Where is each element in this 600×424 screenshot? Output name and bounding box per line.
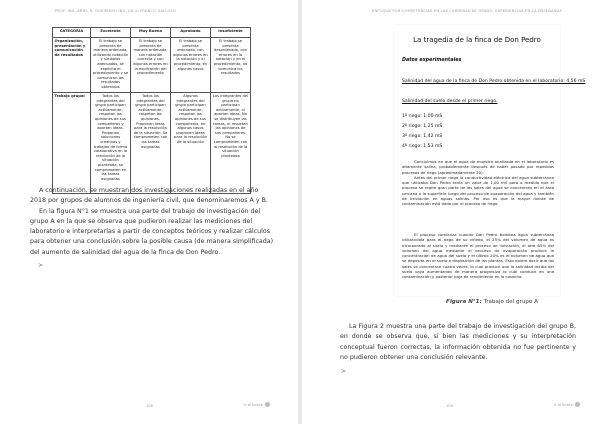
figure-line: Salinidad del agua de la finca de Don Pedro obtenida en el laboratorio: 4,56 mS (402, 79, 586, 84)
right-body-text (340, 322, 576, 363)
figure-line: 2º riego: 1,25 mS (402, 124, 443, 129)
paragraph: A continuación, se muestran dos investigaciones realizadas en el año 2018 por grupos de alumnos de ingeniería civil, que denominaremos A y B. (30, 187, 268, 205)
chevron-right-icon[interactable]: > (341, 368, 347, 375)
running-header-right: ENFOQUE POR COMPETENCIAS EN LAS CARRERAS DE GRADO: EXPERIENCIAS EN LA ENSEÑANZA (372, 9, 563, 13)
rubric-row (53, 38, 251, 93)
rubric-cell: El trabajo se presenta desordenado, con errores en la notación y en el procedimiento, no comunica los resultados (211, 38, 251, 93)
figure-paragraph-text: El proceso comienza cuando Don Pedro bombea agua subterránea utilizándola para el riego de su viñedo, el 25% del volumen de agua es incorporado al suelo y mediante el proceso de lixiviación, el otro 65% del volumen del agua mediante el proceso de evaporación produce la concentración de agua del suelo y el último 20% es el volumen de agua que se deposita en el suelo a disposición de las plantas. Esto quiere decir que las sales se concentran cuatro veces, lo cual produce que la salinidad media del suelo vaya aumentando de manera progresiva lo cual conduce en una contaminación y posterior baja de rendimiento en la cosecha. (402, 232, 554, 280)
paragraph: La Figura 2 muestra una parte del trabajo de investigación del grupo B, en donde se observa que, si bien las mediciones y su interpretación conceptual fueron correctas, la información obtenida no fue pertinente y no pudieron obtener una conclusión relevante. (340, 323, 576, 361)
index-link[interactable] (244, 402, 270, 407)
left-body-text (30, 186, 274, 258)
rubric-table (52, 27, 251, 194)
index-link-label: Ir al Índice (244, 402, 263, 407)
index-link-label: Ir al Índice (554, 402, 573, 407)
rubric-col-header: CATEGORÍA (53, 28, 91, 38)
page-number: 109 (446, 404, 453, 408)
figure-paragraph-text: Concluimos en que el agua de muestra analizada en el laboratorio es altamente salina, probablemente después de haber pasado por repetidos procesos de riego (aproximadamente 20). (402, 159, 554, 175)
figure-caption-label: Figura N°1: (446, 299, 482, 305)
figure-caption-text: Trabajo del grupo A (481, 299, 538, 305)
running-header-left: PROF. ING. ARIEL R. GUERRERO ING. JULIO FRANCO GALLOSO (55, 9, 177, 13)
figure-subtitle: Datos experimentales (402, 58, 462, 63)
index-circle-icon (265, 402, 270, 407)
index-circle-icon (575, 402, 580, 407)
rubric-header-row (53, 28, 251, 38)
chevron-right-icon[interactable]: > (38, 262, 44, 269)
index-link[interactable] (554, 402, 580, 407)
figure-paragraph (402, 232, 554, 280)
figure-paragraph (402, 159, 554, 207)
figure-line: Salinidad del suelo desde el primer riego. (402, 99, 498, 104)
rubric-cell: Los integrantes del grupo no participan activamente, ni aportan ideas. No se distribuyen las tareas, ni respetan las opiniones de sus compañeros. No se comprometen con la resolución de la situación planteada (211, 93, 251, 194)
figure-title: La tragedia de la finca de Don Pedro (413, 36, 541, 44)
rubric-cell: Todos los integrantes del grupo participan activamente, respetan las opiniones. Proponen ideas para la resolución de la situación. Se comprometen con las tareas asignadas (131, 93, 171, 194)
rubric-cell: El trabajo se presenta de manera ordenada, utilizando notación y símbolos adecuados, se explicita el procedimiento y se comunican los resultados obtenidos (91, 38, 131, 93)
rubric-row (53, 93, 251, 194)
figure-paragraph-text: Antes del primer riego la conductividad eléctrica del agua subterránea que utilizaba Don Pedro tenía un valor de 1,00 mS pero a medida que el proceso se repite gran parte de las sales del agua se concentran en el área cercana a la superficie luego del proceso de evaporación del agua y también de lixiviación en aguas salinas. Por eso es que la mayor fuente de contaminación está dada por el proceso de riego. (402, 174, 554, 207)
figure-line: 4º riego: 1,53 mS (402, 144, 443, 149)
figure-caption (446, 299, 538, 305)
rubric-cell: El trabajo se presenta ordenado, con algunos errores en la notación y el procedimiento, en algunos casos (171, 38, 211, 93)
rubric-cell: El trabajo se presenta de manera ordenada, con notación correcta y con algunos errores en la explicación del procedimiento (131, 38, 171, 93)
paragraph: En la figura N°1 se muestra una parte del trabajo de investigación del grupo A en la que se observa que pudieron realizar las mediciones del laboratorio e interpretarlas a partir de conceptos teóricos y realizar cálculos para obtener una conclusión sobre la posible causa (de manera simplificada) del aumento de salinidad del agua de la finca de Don Pedro. (30, 207, 274, 256)
rubric-cell: Todos los integrantes del grupo participan activamente, respetan las opiniones de sus compañeros y aportan ideas. Proponen soluciones creativas y trabajan de forma colaborativa en la resolución de la situación planteada, se comprometen en las tareas asignadas (91, 93, 131, 194)
rubric-category: Trabajo grupal (53, 93, 91, 194)
rubric-col-header: Insuficiente (211, 28, 251, 38)
figure-line: 1º riego: 1,00 mS (402, 114, 443, 119)
rubric-col-header: Excelente (91, 28, 131, 38)
rubric-cell: Algunos integrantes del grupo participan activamente, respetan las opiniones de sus compañeros, en algunos casos proponen ideas para la resolución de la situación (171, 93, 211, 194)
figure-line: 3º riego: 1,42 mS (402, 134, 443, 139)
figure-scanned-document (394, 25, 586, 296)
rubric-category: Organización, presentación y comunicación de resultados (53, 38, 91, 93)
left-page (0, 0, 298, 424)
page-number: 108 (146, 404, 153, 408)
rubric-col-header: Aprobado (171, 28, 211, 38)
rubric-col-header: Muy Bueno (131, 28, 171, 38)
